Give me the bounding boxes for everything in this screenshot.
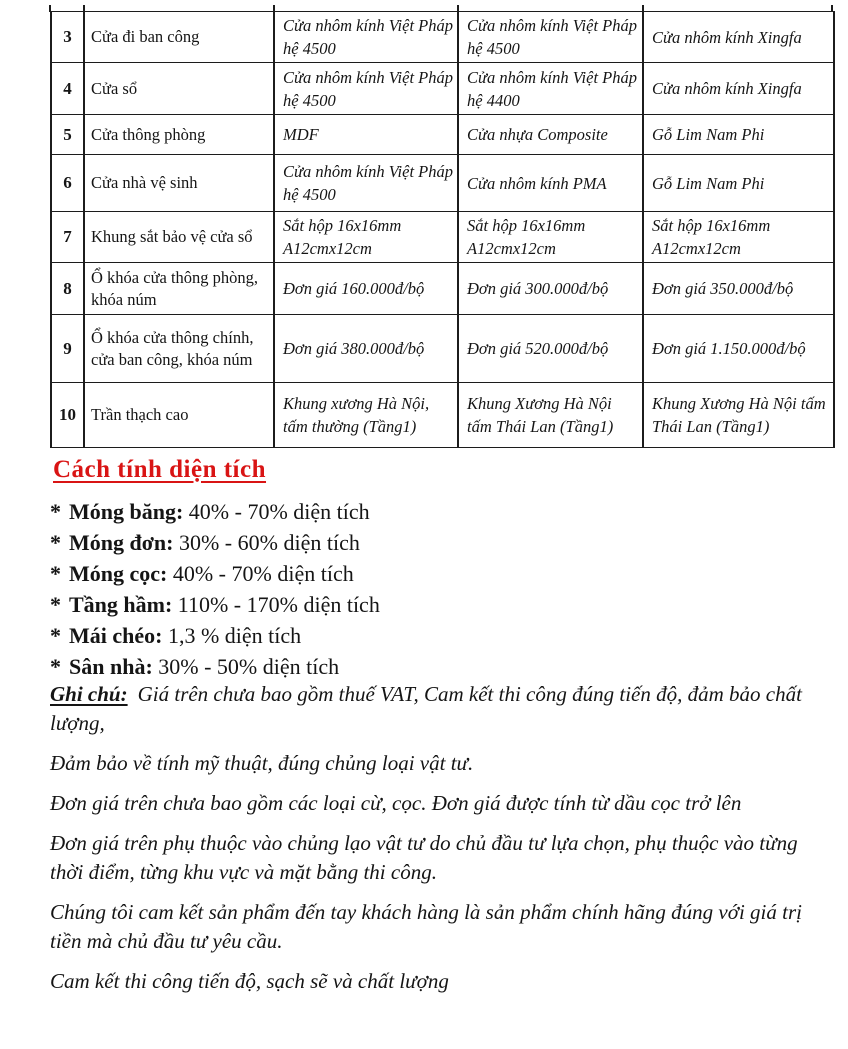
row-number-cell: 9 xyxy=(51,315,84,383)
table-row xyxy=(51,212,834,263)
option3-cell: Gỗ Lim Nam Phi xyxy=(643,115,834,155)
option3-cell: Cửa nhôm kính Xingfa xyxy=(643,12,834,63)
option2-cell: Sắt hộp 16x16mm A12cmx12cm xyxy=(458,212,643,263)
bullet-star: * xyxy=(50,623,61,648)
option2-cell: Đơn giá 520.000đ/bộ xyxy=(458,315,643,383)
item-name-cell: Cửa nhà vệ sinh xyxy=(84,155,274,212)
option2-cell: Cửa nhôm kính Việt Pháp hệ 4400 xyxy=(458,63,643,115)
table-row xyxy=(51,315,834,383)
item-name-cell: Ổ khóa cửa thông phòng, khóa núm xyxy=(84,263,274,315)
area-list-item xyxy=(50,589,380,620)
option1-cell: Đơn giá 160.000đ/bộ xyxy=(274,263,458,315)
option1-cell: Đơn giá 380.000đ/bộ xyxy=(274,315,458,383)
notes-section xyxy=(50,680,828,1007)
row-number-cell: 5 xyxy=(51,115,84,155)
bullet-star: * xyxy=(50,530,61,555)
table-row xyxy=(51,263,834,315)
option2-cell: Cửa nhựa Composite xyxy=(458,115,643,155)
option2-cell: Khung Xương Hà Nội tấm Thái Lan (Tầng1) xyxy=(458,383,643,448)
option3-cell: Khung Xương Hà Nội tấm Thái Lan (Tầng1) xyxy=(643,383,834,448)
area-list-item xyxy=(50,620,380,651)
area-item-value: 40% - 70% diện tích xyxy=(188,499,370,524)
pricing-table xyxy=(50,11,835,448)
area-list-item xyxy=(50,527,380,558)
table-row xyxy=(51,155,834,212)
row-number-cell: 4 xyxy=(51,63,84,115)
option2-cell: Đơn giá 300.000đ/bộ xyxy=(458,263,643,315)
item-name-cell: Cửa thông phòng xyxy=(84,115,274,155)
area-list-item xyxy=(50,651,380,682)
bullet-star: * xyxy=(50,654,61,679)
option1-cell: Cửa nhôm kính Việt Pháp hệ 4500 xyxy=(274,12,458,63)
row-number-cell: 6 xyxy=(51,155,84,212)
option3-cell: Gỗ Lim Nam Phi xyxy=(643,155,834,212)
area-list-item xyxy=(50,558,380,589)
note-paragraph: Đơn giá trên chưa bao gồm các loại cừ, cọc. Đơn giá được tính từ dầu cọc trở lên xyxy=(50,791,742,815)
note-paragraph: Cam kết thi công tiến độ, sạch sẽ và chất lượng xyxy=(50,969,449,993)
pricing-table-body xyxy=(51,12,834,448)
section-heading: Cách tính diện tích xyxy=(53,456,267,483)
row-number-cell: 7 xyxy=(51,212,84,263)
table-row xyxy=(51,383,834,448)
option3-cell: Cửa nhôm kính Xingfa xyxy=(643,63,834,115)
area-item-label: Mái chéo: xyxy=(69,623,163,648)
note-paragraph: Chúng tôi cam kết sản phẩm đến tay khách hàng là sản phẩm chính hãng đúng với giá trị tiền mà chủ đầu tư yêu cầu. xyxy=(50,900,802,953)
item-name-cell: Cửa sổ xyxy=(84,63,274,115)
bullet-star: * xyxy=(50,561,61,586)
row-number-cell: 3 xyxy=(51,12,84,63)
option1-cell: Cửa nhôm kính Việt Pháp hệ 4500 xyxy=(274,63,458,115)
table-row xyxy=(51,63,834,115)
area-item-label: Móng cọc: xyxy=(69,561,168,586)
item-name-cell: Khung sắt bảo vệ cửa sổ xyxy=(84,212,274,263)
area-item-value: 30% - 60% diện tích xyxy=(178,530,360,555)
option2-cell: Cửa nhôm kính PMA xyxy=(458,155,643,212)
notes-label: Ghi chú: xyxy=(50,682,128,706)
option2-cell: Cửa nhôm kính Việt Pháp hệ 4500 xyxy=(458,12,643,63)
option3-cell: Sắt hộp 16x16mm A12cmx12cm xyxy=(643,212,834,263)
area-item-label: Sân nhà: xyxy=(69,654,153,679)
bullet-star: * xyxy=(50,499,61,524)
note-paragraph: Đảm bảo về tính mỹ thuật, đúng chủng loại vật tư. xyxy=(50,751,474,775)
area-item-label: Móng đơn: xyxy=(69,530,174,555)
area-item-label: Móng băng: xyxy=(69,499,184,524)
note-paragraph-first xyxy=(50,680,828,738)
table-row xyxy=(51,12,834,63)
area-item-value: 110% - 170% diện tích xyxy=(177,592,380,617)
note-paragraph: Đơn giá trên phụ thuộc vào chủng lạo vật tư do chủ đầu tư lựa chọn, phụ thuộc vào từng thời điểm, từng khu vực và mặt bằng thi công. xyxy=(50,831,798,884)
area-item-value: 30% - 50% diện tích xyxy=(158,654,340,679)
option3-cell: Đơn giá 350.000đ/bộ xyxy=(643,263,834,315)
area-item-value: 1,3 % diện tích xyxy=(167,623,302,648)
item-name-cell: Ổ khóa cửa thông chính, cửa ban công, khóa núm xyxy=(84,315,274,383)
item-name-cell: Cửa đi ban công xyxy=(84,12,274,63)
option1-cell: Sắt hộp 16x16mm A12cmx12cm xyxy=(274,212,458,263)
area-calculation-list xyxy=(50,496,380,682)
note-first-text: Giá trên chưa bao gồm thuế VAT, Cam kết thi công đúng tiến độ, đảm bảo chất lượng, xyxy=(50,682,802,735)
option3-cell: Đơn giá 1.150.000đ/bộ xyxy=(643,315,834,383)
area-item-value: 40% - 70% diện tích xyxy=(172,561,354,586)
area-list-item xyxy=(50,496,380,527)
row-number-cell: 8 xyxy=(51,263,84,315)
bullet-star: * xyxy=(50,592,61,617)
option1-cell: Cửa nhôm kính Việt Pháp hệ 4500 xyxy=(274,155,458,212)
option1-cell: MDF xyxy=(274,115,458,155)
row-number-cell: 10 xyxy=(51,383,84,448)
item-name-cell: Trần thạch cao xyxy=(84,383,274,448)
option1-cell: Khung xương Hà Nội, tấm thường (Tầng1) xyxy=(274,383,458,448)
area-item-label: Tầng hầm: xyxy=(69,592,173,617)
table-row xyxy=(51,115,834,155)
